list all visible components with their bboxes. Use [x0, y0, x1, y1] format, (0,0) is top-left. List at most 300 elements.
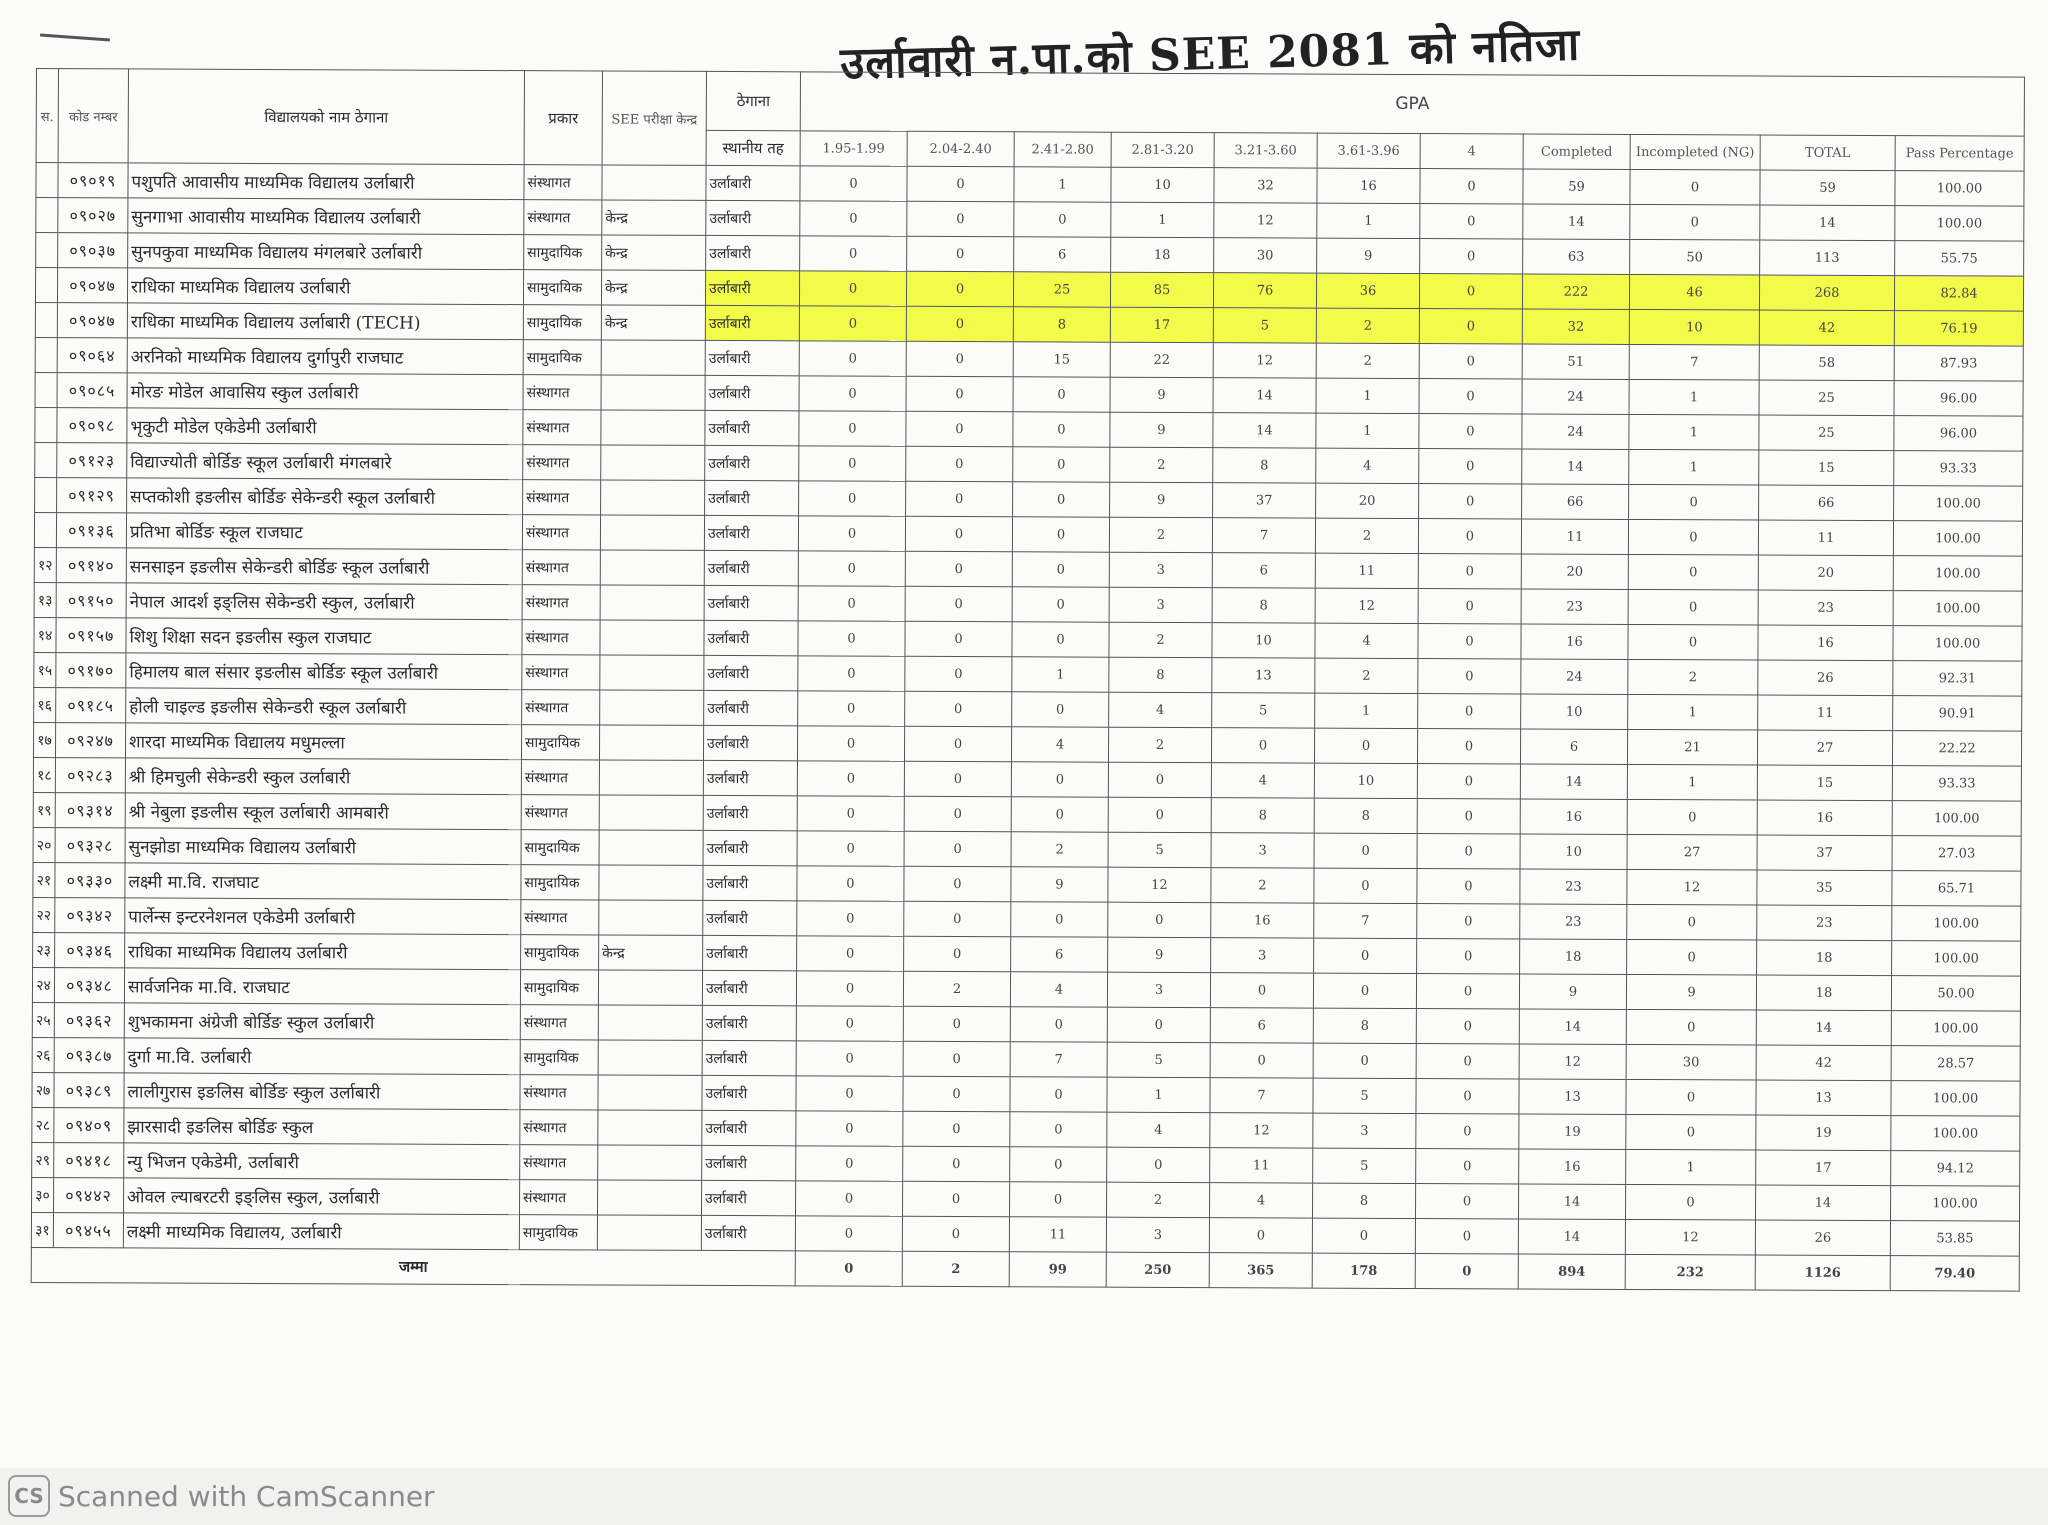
completed-cell: 222 [1522, 274, 1629, 309]
scanner-watermark [8, 1476, 435, 1516]
gpa-count-cell: 0 [1419, 379, 1522, 414]
code-cell: ०९३८७ [54, 1038, 124, 1073]
header-gpa: GPA [800, 72, 2024, 136]
gpa-count-cell: 20 [1316, 483, 1419, 518]
gpa-count-cell: 2 [1316, 308, 1419, 343]
total-gpa-cell: 0 [1415, 1254, 1518, 1289]
gpa-count-cell: 0 [1417, 834, 1520, 869]
header-pass-percentage: Pass Percentage [1895, 136, 2024, 172]
total-cell: 42 [1759, 310, 1894, 346]
gpa-count-cell: 9 [1317, 238, 1420, 273]
sn-cell: १४ [34, 617, 56, 652]
school-name-cell: ओवल ल्याबरटरी इङ्लिस स्कुल, उर्लाबारी [124, 1178, 520, 1215]
type-cell: सामुदायिक [520, 970, 598, 1005]
gpa-count-cell: 0 [1420, 239, 1523, 274]
center-cell [602, 165, 706, 200]
gpa-count-cell: 14 [1213, 378, 1316, 413]
gpa-count-cell: 0 [905, 656, 1012, 691]
local-level-cell: उर्लाबारी [702, 1040, 796, 1075]
local-level-cell: उर्लाबारी [703, 725, 797, 760]
gpa-count-cell: 0 [1416, 1009, 1519, 1044]
gpa-count-cell: 2 [1108, 727, 1211, 762]
completed-cell: 13 [1519, 1079, 1626, 1114]
total-cell: 17 [1756, 1150, 1891, 1186]
gpa-count-cell: 32 [1214, 168, 1317, 203]
gpa-count-cell: 15 [1013, 342, 1110, 377]
gpa-count-cell: 0 [1417, 729, 1520, 764]
gpa-count-cell: 13 [1212, 658, 1315, 693]
gpa-count-cell: 0 [797, 901, 904, 936]
gpa-count-cell: 0 [1211, 728, 1314, 763]
incompleted-cell: 2 [1628, 659, 1758, 695]
gpa-count-cell: 0 [1415, 1184, 1518, 1219]
gpa-count-cell: 0 [1012, 517, 1109, 552]
gpa-count-cell: 0 [1013, 377, 1110, 412]
total-cell: 16 [1757, 800, 1892, 836]
gpa-count-cell: 2 [1315, 658, 1418, 693]
local-level-cell: उर्लाबारी [702, 970, 796, 1005]
incompleted-cell: 0 [1629, 484, 1759, 520]
school-name-cell: प्रतिभा बोर्डिङ स्कूल राजघाट [126, 513, 522, 550]
gpa-count-cell: 0 [797, 796, 904, 831]
incompleted-cell: 0 [1628, 624, 1758, 660]
gpa-count-cell: 6 [1210, 1008, 1313, 1043]
gpa-count-cell: 0 [1313, 1043, 1416, 1078]
type-cell: संस्थागत [520, 1145, 598, 1180]
sn-cell: २९ [32, 1142, 54, 1177]
pass-percentage-cell: 53.85 [1890, 1221, 2019, 1257]
pass-percentage-cell: 28.57 [1891, 1046, 2020, 1082]
pass-percentage-cell: 100.00 [1895, 171, 2024, 207]
gpa-count-cell: 0 [904, 901, 1011, 936]
type-cell: संस्थागत [524, 165, 602, 200]
completed-cell: 14 [1518, 1219, 1625, 1254]
code-cell: ०९३१४ [55, 793, 125, 828]
gpa-count-cell: 0 [797, 761, 904, 796]
header-gpa-range: 2.81-3.20 [1111, 132, 1214, 167]
pass-percentage-cell: 96.00 [1894, 416, 2023, 452]
school-name-cell: हिमालय बाल संसार इङलीस बोर्डिङ स्कूल उर्लाबारी [126, 653, 522, 690]
gpa-count-cell: 9 [1108, 937, 1211, 972]
gpa-count-cell: 1 [1317, 203, 1420, 238]
completed-cell: 23 [1520, 869, 1627, 904]
incompleted-cell: 0 [1626, 1114, 1756, 1150]
local-level-cell: उर्लाबारी [705, 340, 799, 375]
total-cell: 25 [1759, 380, 1894, 416]
code-cell: ०९१२९ [57, 478, 127, 513]
header-type: प्रकार [524, 71, 602, 165]
type-cell: संस्थागत [521, 795, 599, 830]
completed-cell: 20 [1521, 554, 1628, 589]
gpa-count-cell: 0 [1012, 692, 1109, 727]
type-cell: सामुदायिक [521, 935, 599, 970]
pass-percentage-cell: 87.93 [1894, 346, 2023, 382]
gpa-count-cell: 0 [1107, 1007, 1210, 1042]
gpa-count-cell: 0 [906, 446, 1013, 481]
code-cell: ०९४४२ [54, 1178, 124, 1213]
gpa-count-cell: 0 [1417, 799, 1520, 834]
school-name-cell: सप्तकोशी इङलीस बोर्डिङ सेकेन्डरी स्कूल उर्लाबारी [127, 478, 523, 515]
gpa-count-cell: 0 [1415, 1219, 1518, 1254]
gpa-count-cell: 0 [799, 481, 906, 516]
header-gpa-range: 2.41-2.80 [1014, 132, 1111, 167]
gpa-count-cell: 11 [1009, 1217, 1106, 1252]
type-cell: संस्थागत [520, 1110, 598, 1145]
school-name-cell: न्यु भिजन एकेडेमी, उर्लाबारी [124, 1143, 520, 1180]
gpa-count-cell: 0 [800, 201, 907, 236]
gpa-count-cell: 8 [1314, 798, 1417, 833]
gpa-count-cell: 3 [1109, 552, 1212, 587]
code-cell: ०९०२७ [58, 198, 128, 233]
school-name-cell: श्री हिमचुली सेकेन्डरी स्कुल उर्लाबारी [125, 758, 521, 795]
gpa-count-cell: 0 [904, 831, 1011, 866]
gpa-count-cell: 0 [1012, 622, 1109, 657]
school-name-cell: होली चाइल्ड इङलीस सेकेन्डरी स्कूल उर्लाबारी [126, 688, 522, 725]
gpa-count-cell: 8 [1109, 657, 1212, 692]
gpa-count-cell: 36 [1316, 273, 1419, 308]
completed-cell: 24 [1521, 659, 1628, 694]
gpa-count-cell: 0 [797, 831, 904, 866]
gpa-count-cell: 2 [1109, 517, 1212, 552]
gpa-count-cell: 16 [1211, 903, 1314, 938]
pass-percentage-cell: 100.00 [1894, 486, 2023, 522]
gpa-count-cell: 2 [1011, 832, 1108, 867]
completed-cell: 18 [1520, 939, 1627, 974]
gpa-count-cell: 0 [798, 656, 905, 691]
completed-cell: 24 [1522, 379, 1629, 414]
center-cell [599, 725, 703, 760]
gpa-count-cell: 0 [799, 376, 906, 411]
completed-cell: 19 [1519, 1114, 1626, 1149]
sn-cell: ३० [32, 1177, 54, 1212]
total-cell: 35 [1757, 870, 1892, 906]
gpa-count-cell: 0 [1417, 869, 1520, 904]
local-level-cell: उर्लाबारी [702, 1145, 796, 1180]
local-level-cell: उर्लाबारी [705, 480, 799, 515]
center-cell [601, 410, 705, 445]
header-sn: स. [36, 69, 58, 163]
type-cell: सामुदायिक [523, 270, 601, 305]
total-cell: 15 [1757, 765, 1892, 801]
completed-cell: 16 [1521, 624, 1628, 659]
gpa-count-cell: 0 [1209, 1218, 1312, 1253]
type-cell: संस्थागत [523, 445, 601, 480]
gpa-count-cell: 0 [905, 551, 1012, 586]
pass-percentage-cell: 100.00 [1895, 206, 2024, 242]
gpa-count-cell: 5 [1213, 308, 1316, 343]
center-cell [600, 655, 704, 690]
gpa-count-cell: 2 [903, 971, 1010, 1006]
type-cell: संस्थागत [521, 760, 599, 795]
school-name-cell: झारसादी इङलिस बोर्डिङ स्कुल [124, 1108, 520, 1145]
pass-percentage-cell: 92.31 [1893, 661, 2022, 697]
type-cell: संस्थागत [520, 1005, 598, 1040]
center-cell [600, 515, 704, 550]
school-name-cell: सुनगाभा आवासीय माध्यमिक विद्यालय उर्लाबारी [128, 198, 524, 235]
gpa-count-cell: 0 [797, 726, 904, 761]
code-cell: ०९३६२ [54, 1003, 124, 1038]
gpa-count-cell: 0 [907, 236, 1014, 271]
gpa-count-cell: 10 [1111, 167, 1214, 202]
incompleted-cell: 1 [1629, 449, 1759, 485]
incompleted-cell: 10 [1629, 309, 1759, 345]
gpa-count-cell: 0 [1108, 902, 1211, 937]
gpa-count-cell: 3 [1211, 938, 1314, 973]
gpa-count-cell: 14 [1213, 413, 1316, 448]
gpa-count-cell: 2 [1109, 622, 1212, 657]
local-level-cell: उर्लाबारी [702, 1075, 796, 1110]
incompleted-cell: 0 [1628, 554, 1758, 590]
gpa-count-cell: 0 [1419, 274, 1522, 309]
gpa-count-cell: 0 [905, 691, 1012, 726]
gpa-count-cell: 0 [1418, 624, 1521, 659]
results-table [31, 68, 2025, 1292]
school-name-cell: शिशु शिक्षा सदन इङलीस स्कुल राजघाट [126, 618, 522, 655]
gpa-count-cell: 8 [1211, 798, 1314, 833]
total-pct-cell: 79.40 [1890, 1256, 2019, 1292]
incompleted-cell: 46 [1629, 274, 1759, 310]
pass-percentage-cell: 100.00 [1893, 626, 2022, 662]
total-cell: 11 [1758, 520, 1893, 556]
incompleted-cell: 0 [1625, 1184, 1755, 1220]
pass-percentage-cell: 100.00 [1893, 556, 2022, 592]
gpa-count-cell: 0 [906, 306, 1013, 341]
gpa-count-cell: 1 [1012, 657, 1109, 692]
school-name-cell: श्री नेबुला इङलीस स्कूल उर्लाबारी आमबारी [125, 793, 521, 830]
total-cell: 66 [1759, 485, 1894, 521]
completed-cell: 14 [1522, 449, 1629, 484]
gpa-count-cell: 10 [1314, 763, 1417, 798]
gpa-count-cell: 22 [1110, 342, 1213, 377]
total-completed-cell: 894 [1518, 1254, 1625, 1289]
gpa-count-cell: 9 [1110, 377, 1213, 412]
total-gpa-cell: 365 [1209, 1253, 1312, 1288]
gpa-count-cell: 0 [1011, 902, 1108, 937]
gpa-count-cell: 0 [796, 971, 903, 1006]
completed-cell: 10 [1520, 834, 1627, 869]
incompleted-cell: 7 [1629, 344, 1759, 380]
gpa-count-cell: 76 [1213, 273, 1316, 308]
code-cell: ०९२८३ [55, 758, 125, 793]
total-cell: 18 [1756, 975, 1891, 1011]
pass-percentage-cell: 94.12 [1891, 1151, 2020, 1187]
center-cell: केन्द्र [601, 305, 705, 340]
gpa-count-cell: 0 [903, 1006, 1010, 1041]
code-cell: ०९०६४ [57, 338, 127, 373]
gpa-count-cell: 0 [1010, 1147, 1107, 1182]
school-name-cell: राधिका माध्यमिक विद्यालय उर्लाबारी [125, 933, 521, 970]
header-total: TOTAL [1760, 135, 1895, 171]
completed-cell: 32 [1522, 309, 1629, 344]
completed-cell: 24 [1522, 414, 1629, 449]
results-sheet [31, 68, 2024, 1292]
total-cell: 11 [1758, 695, 1893, 731]
gpa-count-cell: 0 [798, 691, 905, 726]
gpa-count-cell: 0 [797, 936, 904, 971]
gpa-count-cell: 0 [1014, 202, 1111, 237]
local-level-cell: उर्लाबारी [701, 1180, 795, 1215]
gpa-count-cell: 0 [1010, 1112, 1107, 1147]
school-name-cell: भृकुटी मोडेल एकेडेमी उर्लाबारी [127, 408, 523, 445]
gpa-count-cell: 1 [1316, 378, 1419, 413]
gpa-count-cell: 0 [1418, 554, 1521, 589]
incompleted-cell: 50 [1630, 239, 1760, 275]
gpa-count-cell: 0 [902, 1181, 1009, 1216]
gpa-count-cell: 0 [1011, 762, 1108, 797]
type-cell: संस्थागत [524, 200, 602, 235]
type-cell: संस्थागत [522, 550, 600, 585]
gpa-count-cell: 0 [1416, 974, 1519, 1009]
local-level-cell: उर्लाबारी [705, 305, 799, 340]
completed-cell: 63 [1523, 239, 1630, 274]
pass-percentage-cell: 96.00 [1894, 381, 2023, 417]
gpa-count-cell: 0 [795, 1181, 902, 1216]
center-cell [600, 550, 704, 585]
pass-percentage-cell: 22.22 [1892, 731, 2021, 767]
gpa-count-cell: 0 [906, 271, 1013, 306]
gpa-count-cell: 0 [1420, 204, 1523, 239]
code-cell: ०९१८५ [56, 688, 126, 723]
sn-cell: २८ [32, 1107, 54, 1142]
gpa-count-cell: 0 [1108, 762, 1211, 797]
gpa-count-cell: 0 [906, 481, 1013, 516]
center-cell [601, 340, 705, 375]
center-cell [599, 760, 703, 795]
gpa-count-cell: 30 [1214, 238, 1317, 273]
gpa-count-cell: 0 [903, 1041, 1010, 1076]
gpa-count-cell: 0 [799, 341, 906, 376]
sn-cell: १७ [33, 722, 55, 757]
header-school: विद्यालयको नाम ठेगाना [128, 69, 524, 165]
sn-cell: २७ [32, 1072, 54, 1107]
gpa-count-cell: 2 [1110, 447, 1213, 482]
local-level-cell: उर्लाबारी [703, 865, 797, 900]
header-gpa-range: 3.61-3.96 [1317, 133, 1420, 168]
gpa-count-cell: 25 [1013, 272, 1110, 307]
type-cell: संस्थागत [522, 585, 600, 620]
gpa-count-cell: 9 [1110, 412, 1213, 447]
gpa-count-cell: 5 [1108, 832, 1211, 867]
header-incompleted: Incompleted (NG) [1630, 134, 1760, 170]
completed-cell: 12 [1519, 1044, 1626, 1079]
gpa-count-cell: 1 [1014, 167, 1111, 202]
pass-percentage-cell: 82.84 [1894, 276, 2023, 312]
total-cell: 25 [1759, 415, 1894, 451]
gpa-count-cell: 7 [1010, 1042, 1107, 1077]
completed-cell: 14 [1519, 1009, 1626, 1044]
gpa-count-cell: 0 [1314, 868, 1417, 903]
gpa-count-cell: 7 [1210, 1078, 1313, 1113]
gpa-count-cell: 0 [1416, 1114, 1519, 1149]
gpa-count-cell: 18 [1111, 237, 1214, 272]
pass-percentage-cell: 100.00 [1892, 801, 2021, 837]
gpa-count-cell: 0 [903, 1111, 1010, 1146]
gpa-count-cell: 2 [1316, 343, 1419, 378]
sn-cell [35, 268, 57, 303]
pass-percentage-cell: 100.00 [1893, 521, 2022, 557]
gpa-count-cell: 0 [1013, 447, 1110, 482]
gpa-count-cell: 0 [1011, 797, 1108, 832]
header-gpa-range: 4 [1420, 134, 1523, 169]
gpa-count-cell: 0 [905, 516, 1012, 551]
local-level-cell: उर्लाबारी [705, 410, 799, 445]
local-level-cell: उर्लाबारी [705, 445, 799, 480]
gpa-count-cell: 0 [798, 516, 905, 551]
type-cell: संस्थागत [521, 900, 599, 935]
local-level-cell: उर्लाबारी [704, 620, 798, 655]
school-name-cell: सुनझोडा माध्यमिक विद्यालय उर्लाबारी [125, 828, 521, 865]
center-cell [598, 970, 702, 1005]
header-gpa-range: 1.95-1.99 [800, 131, 907, 166]
incompleted-cell: 12 [1625, 1219, 1755, 1255]
sn-cell [35, 337, 57, 372]
incompleted-cell: 1 [1629, 414, 1759, 450]
gpa-count-cell: 0 [907, 166, 1014, 201]
gpa-count-cell: 0 [1416, 1044, 1519, 1079]
completed-cell: 23 [1520, 904, 1627, 939]
type-cell: सामुदायिक [521, 830, 599, 865]
gpa-count-cell: 0 [800, 166, 907, 201]
sn-cell: ३१ [31, 1212, 53, 1247]
sn-cell: २० [33, 827, 55, 862]
sn-cell: १५ [34, 652, 56, 687]
gpa-count-cell: 5 [1212, 693, 1315, 728]
center-cell [599, 830, 703, 865]
gpa-count-cell: 8 [1013, 307, 1110, 342]
code-cell: ०९३४२ [55, 898, 125, 933]
total-cell: 23 [1757, 905, 1892, 941]
gpa-count-cell: 0 [904, 936, 1011, 971]
pass-percentage-cell: 100.00 [1892, 906, 2021, 942]
pen-mark [40, 34, 110, 42]
incompleted-cell: 1 [1629, 379, 1759, 415]
gpa-count-cell: 0 [798, 551, 905, 586]
gpa-count-cell: 6 [1014, 237, 1111, 272]
incompleted-cell: 1 [1626, 1149, 1756, 1185]
completed-cell: 23 [1521, 589, 1628, 624]
gpa-count-cell: 9 [1011, 867, 1108, 902]
gpa-count-cell: 0 [906, 341, 1013, 376]
completed-cell: 10 [1521, 694, 1628, 729]
gpa-count-cell: 0 [1417, 939, 1520, 974]
center-cell [598, 1145, 702, 1180]
gpa-count-cell: 8 [1212, 588, 1315, 623]
gpa-count-cell: 10 [1212, 623, 1315, 658]
gpa-count-cell: 0 [1416, 1079, 1519, 1114]
type-cell: संस्थागत [522, 655, 600, 690]
camscanner-logo-icon: CS [8, 1475, 50, 1517]
gpa-count-cell: 8 [1312, 1183, 1415, 1218]
gpa-count-cell: 0 [907, 201, 1014, 236]
pass-percentage-cell: 50.00 [1891, 976, 2020, 1012]
center-cell [600, 690, 704, 725]
header-completed: Completed [1523, 134, 1630, 169]
code-cell: ०९४१८ [54, 1143, 124, 1178]
gpa-count-cell: 0 [796, 1006, 903, 1041]
local-level-cell: उर्लाबारी [703, 760, 797, 795]
sn-cell: १६ [34, 687, 56, 722]
completed-cell: 14 [1523, 204, 1630, 239]
sn-cell: १९ [33, 792, 55, 827]
sn-cell: १८ [33, 757, 55, 792]
center-cell [598, 1180, 702, 1215]
watermark-text: Scanned with CamScanner [58, 1479, 435, 1513]
gpa-count-cell: 12 [1210, 1113, 1313, 1148]
gpa-count-cell: 0 [1419, 449, 1522, 484]
gpa-count-cell: 0 [1417, 904, 1520, 939]
gpa-count-cell: 11 [1315, 553, 1418, 588]
center-cell [601, 445, 705, 480]
